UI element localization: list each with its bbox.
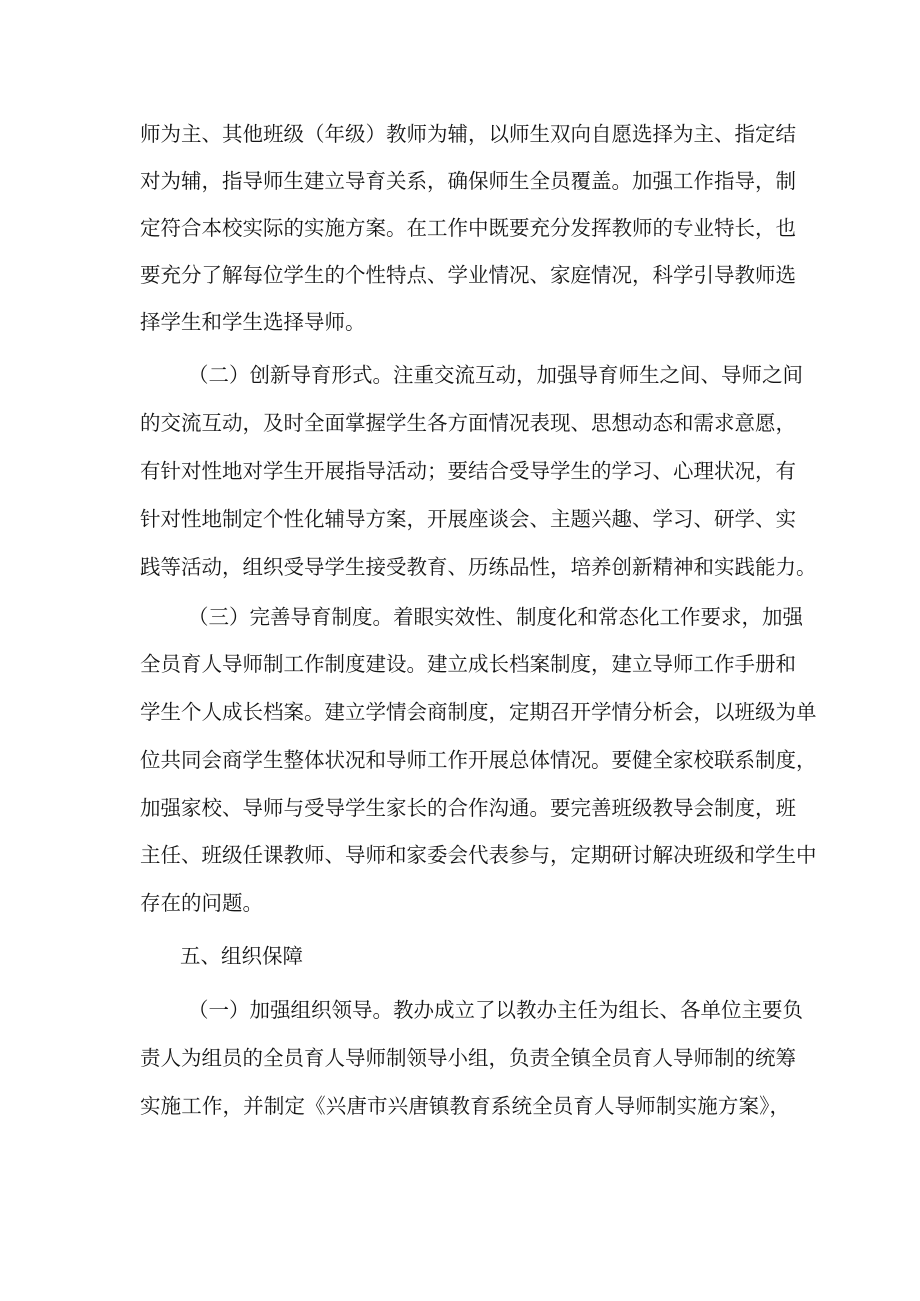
text-line: 实施工作，并制定《兴唐市兴唐镇教育系统全员育人导师制实施方案》，	[140, 1094, 790, 1118]
text-line: 要充分了解每位学生的个性特点、学业情况、家庭情况，科学引导教师选	[140, 263, 796, 287]
text-line: 主任、班级任课教师、导师和家委会代表参与，定期研讨解决班级和学生中	[140, 843, 817, 867]
text-line: 定符合本校实际的实施方案。在工作中既要充分发挥教师的专业特长，也	[140, 216, 796, 240]
text-line: 的交流互动，及时全面掌握学生各方面情况表现、思想动态和需求意愿，	[140, 411, 796, 435]
text-line: 践等活动，组织受导学生接受教育、历练品性，培养创新精神和实践能力。	[140, 555, 817, 579]
text-line: 责人为组员的全员育人导师制领导小组，负责全镇全员育人导师制的统筹	[140, 1046, 796, 1070]
text-line: 针对性地制定个性化辅导方案，开展座谈会、主题兴趣、学习、研学、实	[140, 507, 796, 531]
text-line: 全员育人导师制工作制度建设。建立成长档案制度，建立导师工作手册和	[140, 652, 796, 676]
text-line: 对为辅，指导师生建立导育关系，确保师生全员覆盖。加强工作指导，制	[140, 169, 796, 193]
text-line: （一）加强组织领导。教办成立了以教办主任为组长、各单位主要负	[188, 998, 803, 1022]
text-line: 有针对性地对学生开展指导活动；要结合受导学生的学习、心理状况，有	[140, 459, 796, 483]
heading-text: 五、组织保障	[180, 944, 303, 968]
text-line: 位共同会商学生整体状况和导师工作开展总体情况。要健全家校联系制度，	[140, 748, 817, 772]
text-line: 加强家校、导师与受导学生家长的合作沟通。要完善班级教导会制度，班	[140, 796, 796, 820]
text-line: 存在的问题。	[140, 891, 263, 915]
text-line: 师为主、其他班级（年级）教师为辅，以师生双向自愿选择为主、指定结	[140, 122, 796, 146]
text-line: （二）创新导育形式。注重交流互动，加强导育师生之间、导师之间	[188, 363, 803, 387]
text-line: 择学生和学生选择导师。	[140, 310, 366, 334]
text-line: 学生个人成长档案。建立学情会商制度，定期召开学情分析会，以班级为单	[140, 700, 817, 724]
text-line: （三）完善导育制度。着眼实效性、制度化和常态化工作要求，加强	[188, 605, 803, 629]
